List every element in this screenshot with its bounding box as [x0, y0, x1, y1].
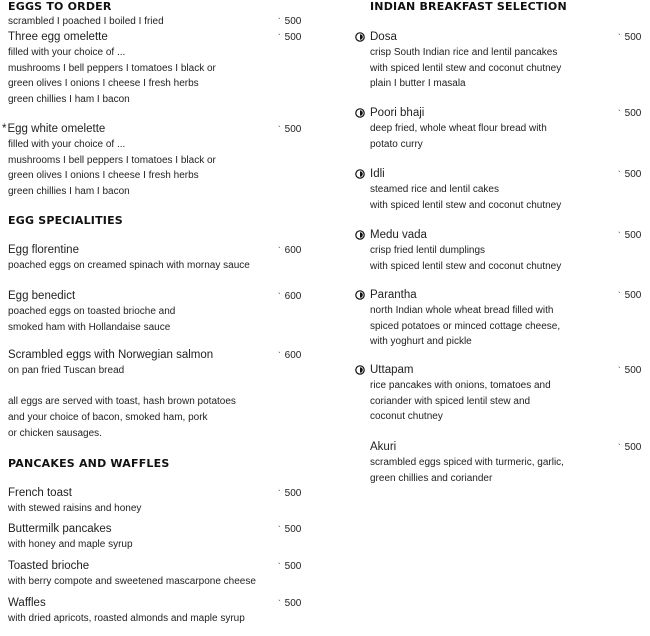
item-description: crisp fried lentil dumplings — [370, 245, 486, 256]
veg-symbol-icon — [355, 290, 365, 300]
item-price: ` 600 — [278, 291, 302, 302]
menu-item-three-egg-omelette — [8, 30, 308, 107]
menu-item-eggs-style — [8, 14, 308, 30]
item-description: north Indian whole wheat bread filled with — [370, 305, 554, 316]
veg-symbol-icon — [355, 365, 365, 375]
item-price: ` 600 — [278, 245, 302, 256]
item-name: Buttermilk pancakes — [8, 523, 112, 535]
star-mark: * — [2, 123, 7, 135]
item-price: ` 500 — [278, 488, 302, 499]
item-description: mushrooms I bell peppers I tomatoes I black or — [8, 62, 216, 74]
item-description: green chillies and coriander — [370, 472, 493, 484]
menu-item-french-toast — [8, 486, 308, 517]
item-price: ` 500 — [278, 16, 302, 27]
item-description: on pan fried Tuscan bread — [8, 365, 125, 376]
item-description: with yoghurt and pickle — [370, 336, 472, 347]
item-name: Three egg omelette — [8, 31, 108, 43]
item-description: green chillies I ham I bacon — [8, 93, 130, 105]
item-description: with spiced lentil stew and coconut chutney — [370, 199, 562, 211]
item-name: Medu vada — [370, 229, 427, 241]
eggs-serving-note: all eggs are served with toast, hash brown potatoes and your choice of bacon, smoked ham, pork or chicken sausages. — [8, 396, 236, 439]
section-heading-pancakes-waffles: PANCAKES AND WAFFLES — [8, 457, 170, 470]
item-description: with berry compote and sweetened mascarpone cheese — [8, 576, 256, 587]
item-price: ` 500 — [278, 124, 302, 135]
menu-item-egg-white-omelette — [2, 122, 302, 199]
item-description: deep fried, whole wheat flour bread with — [370, 123, 547, 134]
item-description: with dried apricots, roasted almonds and maple syrup — [8, 613, 245, 624]
menu-item-waffles — [8, 596, 308, 627]
menu-item-scrambled-eggs-salmon — [8, 348, 308, 379]
item-name: Waffles — [8, 597, 46, 609]
menu-item-egg-florentine — [8, 243, 308, 274]
item-description: spiced potatoes or minced cottage cheese, — [370, 320, 561, 332]
item-description: with stewed raisins and honey — [8, 503, 142, 514]
item-name: Parantha — [370, 289, 417, 301]
menu-item-buttermilk-pancakes — [8, 522, 308, 553]
veg-symbol-icon — [355, 108, 365, 118]
item-description: plain I butter I masala — [370, 78, 466, 89]
menu-item-idli — [356, 167, 650, 213]
item-price: ` 500 — [618, 230, 642, 241]
item-description: mushrooms I bell peppers I tomatoes I black or — [8, 154, 216, 166]
item-description: with honey and maple syrup — [8, 539, 133, 550]
item-description: green olives I onions I cheese I fresh herbs — [8, 78, 199, 89]
item-name: Uttapam — [370, 364, 414, 376]
item-description: scrambled I poached I boiled I fried — [8, 16, 164, 27]
item-description: poached eggs on toasted brioche and — [8, 306, 176, 317]
item-price: ` 500 — [618, 365, 642, 376]
menu-item-poori-bhaji — [356, 106, 650, 152]
menu-item-egg-benedict — [8, 289, 308, 335]
section-heading-eggs-to-order: EGGS TO ORDER — [8, 0, 112, 13]
item-description: green chillies I ham I bacon — [8, 185, 130, 197]
item-description: filled with your choice of ... — [8, 47, 126, 58]
section-heading-egg-specialities: EGG SPECIALITIES — [8, 214, 123, 227]
item-description: steamed rice and lentil cakes — [370, 184, 499, 195]
item-name: Toasted brioche — [8, 560, 90, 572]
item-description: filled with your choice of ... — [8, 139, 126, 150]
item-description: poached eggs on creamed spinach with mornay sauce — [8, 260, 250, 271]
item-description: coriander with spiced lentil stew and — [370, 395, 531, 407]
item-description: with spiced lentil stew and coconut chutney — [370, 260, 562, 272]
item-name: Scrambled eggs with Norwegian salmon — [8, 349, 214, 361]
item-name: Egg florentine — [8, 244, 79, 256]
item-price: ` 600 — [278, 350, 302, 361]
item-price: ` 500 — [278, 561, 302, 572]
item-price: ` 500 — [278, 598, 302, 609]
menu-item-uttapam — [356, 363, 650, 425]
item-name: *Egg white omelette — [2, 123, 106, 135]
menu-item-dosa — [356, 30, 650, 92]
item-name: Akuri — [370, 441, 397, 453]
item-price: ` 500 — [618, 108, 642, 119]
item-price: ` 500 — [618, 32, 642, 43]
item-price: ` 500 — [618, 169, 642, 180]
item-description: green olives I onions I cheese I fresh herbs — [8, 170, 199, 181]
section-heading-indian-breakfast: INDIAN BREAKFAST SELECTION — [370, 0, 567, 13]
item-name: Dosa — [370, 31, 397, 43]
item-description: coconut chutney — [370, 411, 443, 422]
item-description: with spiced lentil stew and coconut chutney — [370, 62, 562, 74]
item-description: rice pancakes with onions, tomatoes and — [370, 380, 551, 391]
item-name: Egg benedict — [8, 290, 76, 302]
item-description: potato curry — [370, 138, 423, 150]
item-name: French toast — [8, 487, 72, 499]
menu-item-akuri — [356, 440, 650, 486]
item-description: crisp South Indian rice and lentil pancakes — [370, 47, 558, 58]
item-name: Poori bhaji — [370, 107, 425, 119]
item-description: scrambled eggs spiced with turmeric, garlic, — [370, 457, 564, 468]
menu-item-toasted-brioche — [8, 559, 308, 590]
menu-item-parantha — [356, 288, 650, 350]
item-price: ` 500 — [278, 524, 302, 535]
veg-symbol-icon — [355, 169, 365, 179]
menu-item-medu-vada — [356, 228, 650, 274]
item-price: ` 500 — [618, 290, 642, 301]
item-description: smoked ham with Hollandaise sauce — [8, 321, 171, 333]
veg-symbol-icon — [355, 32, 365, 42]
item-name: Idli — [370, 168, 385, 180]
item-price: ` 500 — [278, 32, 302, 43]
veg-symbol-icon — [355, 230, 365, 240]
item-price: ` 500 — [618, 442, 642, 453]
